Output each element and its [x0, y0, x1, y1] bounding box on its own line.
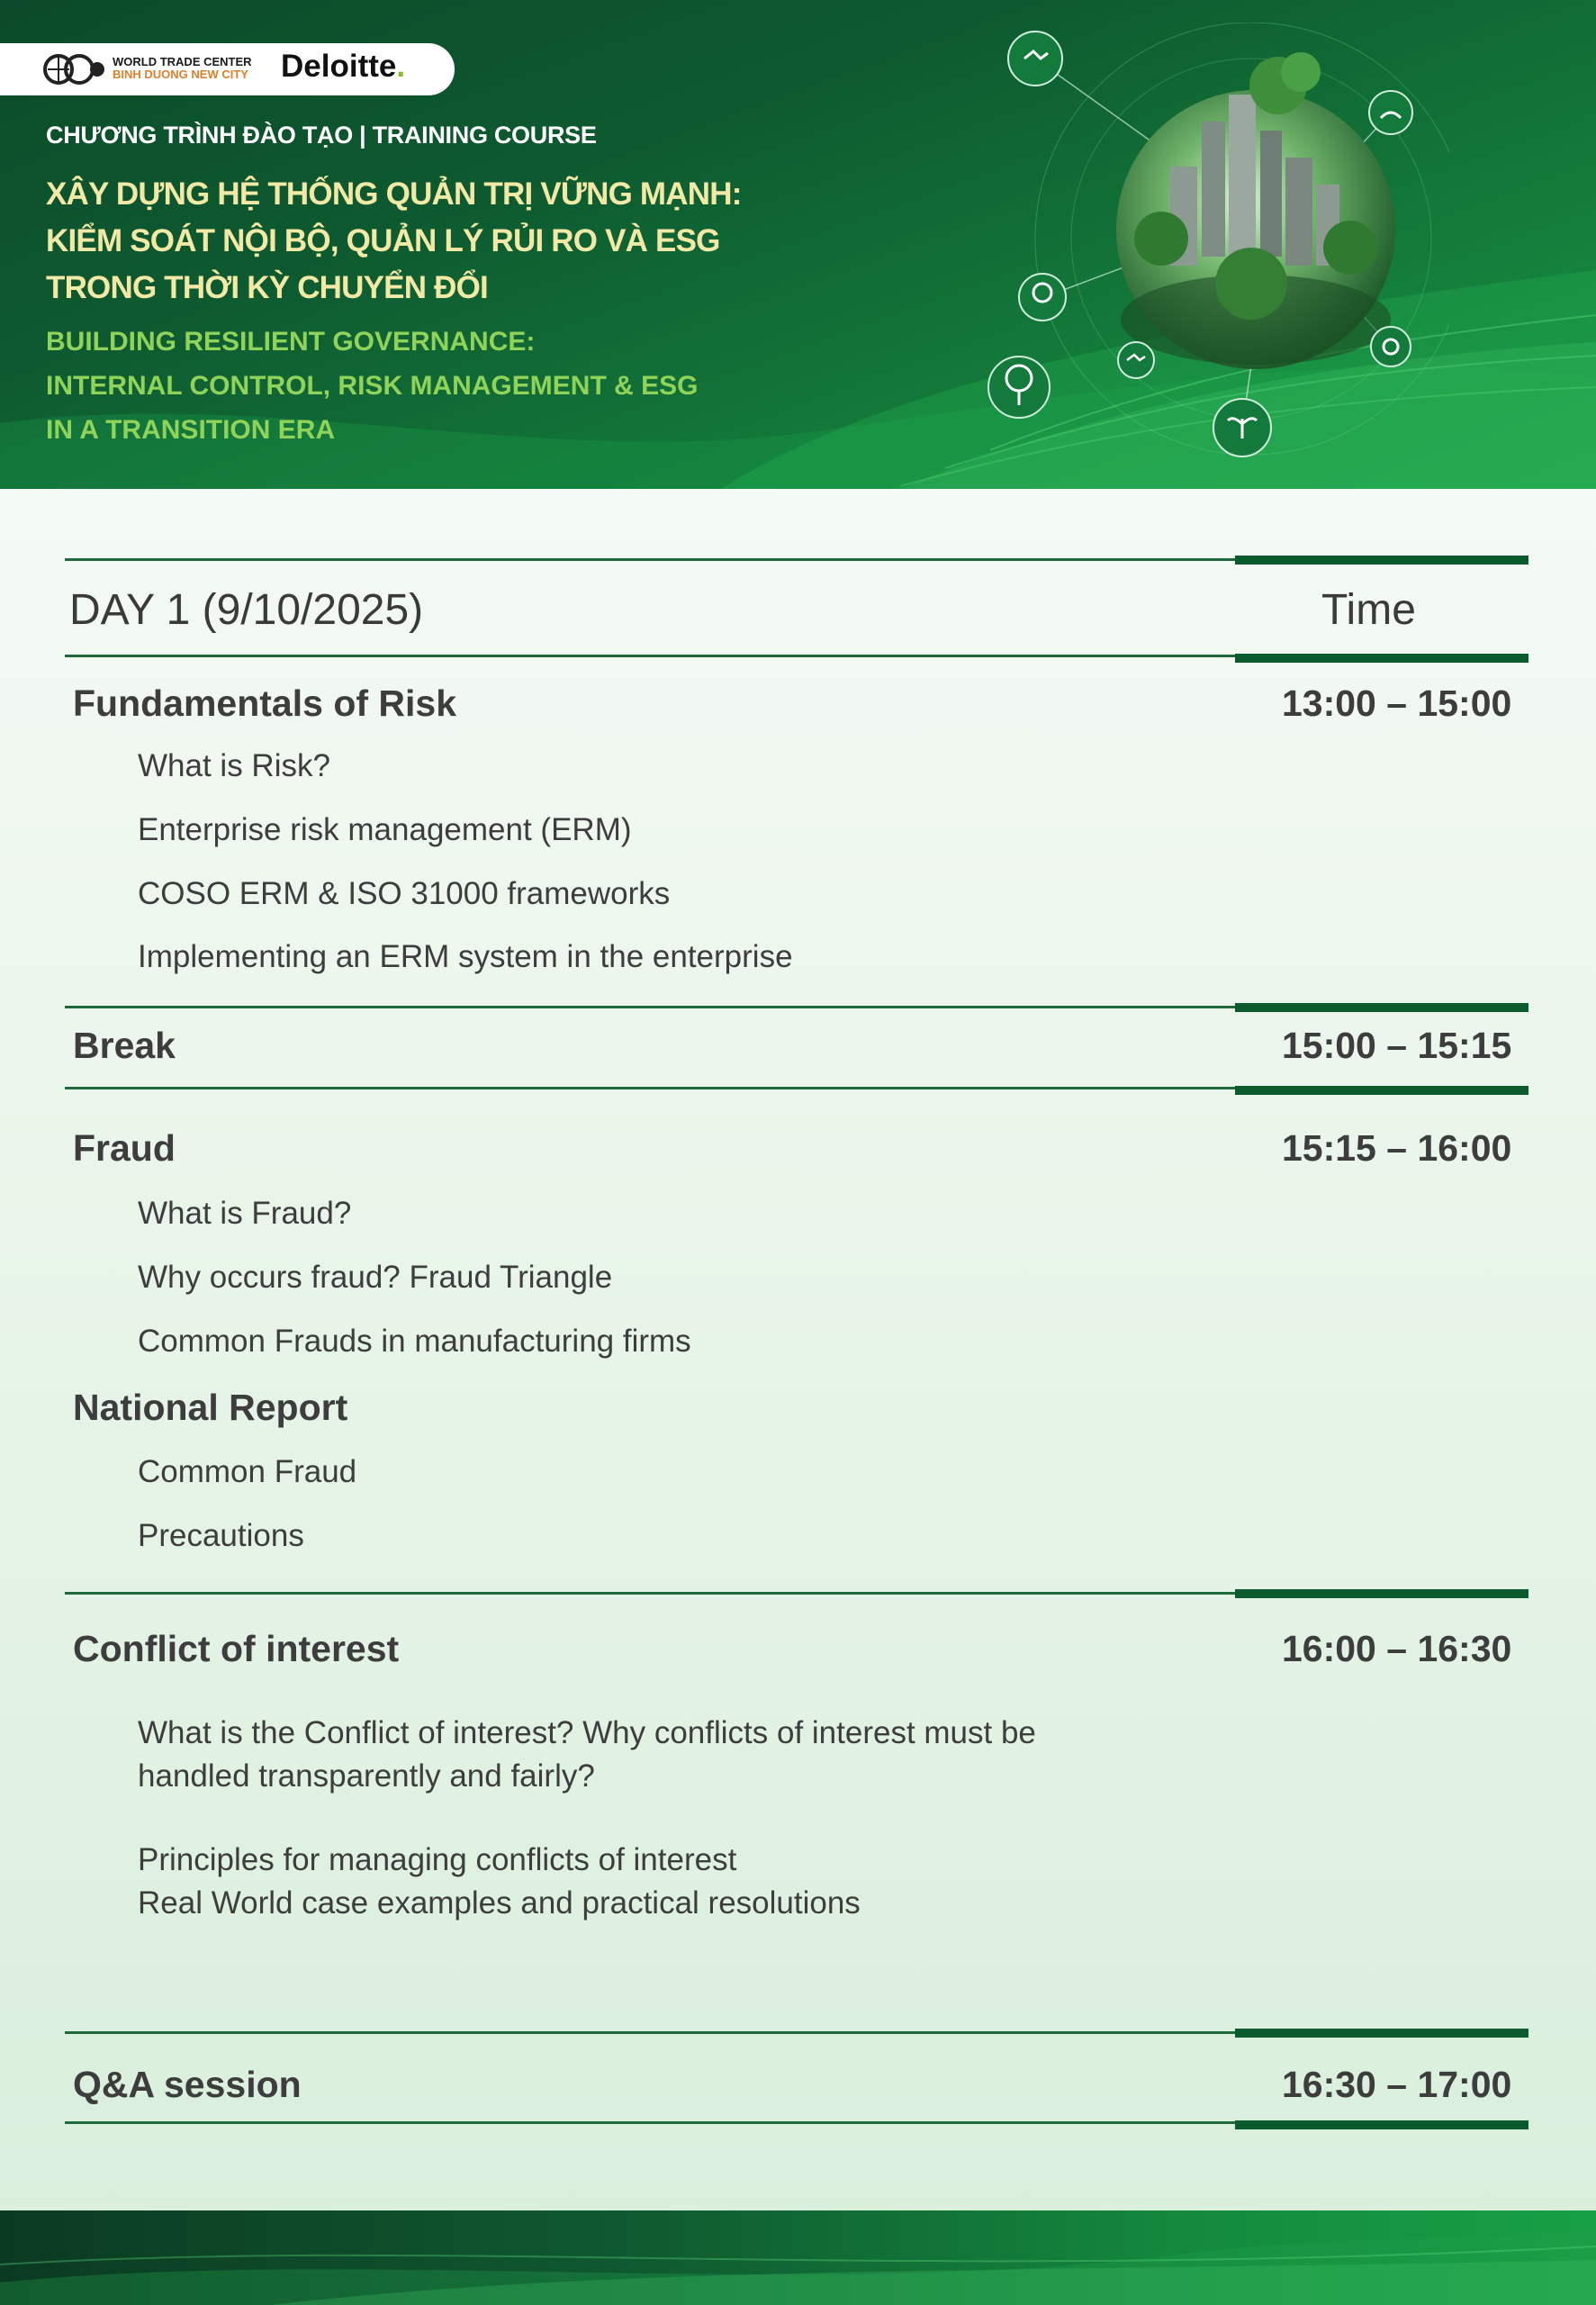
- sprout-badge-icon: [1213, 399, 1271, 456]
- list-item: Implementing an ERM system in the enterprise: [138, 939, 793, 974]
- list-item: Why occurs fraud? Fraud Triangle: [138, 1260, 613, 1295]
- hand-support-badge-icon: [1369, 91, 1412, 134]
- handshake-badge-icon: [1008, 32, 1062, 86]
- section-title-fraud: Fraud: [73, 1127, 176, 1169]
- section-title-qa: Q&A session: [73, 2064, 302, 2105]
- conflict-paragraph-2: Principles for managing conflicts of interest Real World case examples and practical resolutions: [138, 1842, 861, 1921]
- section-title-fundamentals: Fundamentals of Risk: [73, 682, 457, 724]
- time-qa: 16:30 – 17:00: [1282, 2064, 1512, 2105]
- table-bottom-rule: [65, 2121, 1528, 2124]
- footer-wave-decoration: [0, 2210, 1596, 2305]
- time-fundamentals: 13:00 – 15:00: [1282, 682, 1512, 724]
- time-break: 15:00 – 15:15: [1282, 1025, 1512, 1066]
- header-bottom-rule: [65, 655, 1528, 657]
- tree-badge-icon: [988, 357, 1050, 418]
- time-column-header: Time: [1321, 586, 1416, 634]
- wtc-globe-logo-icon: [43, 54, 106, 85]
- divider-rule: [65, 1087, 1528, 1089]
- section-title-conflict: Conflict of interest: [73, 1628, 400, 1669]
- list-item: Enterprise risk management (ERM): [138, 812, 632, 847]
- eco-globe-illustration: [981, 23, 1449, 464]
- conflict-paragraph-1: What is the Conflict of interest? Why conflicts of interest must be handled transparently and fairly?: [138, 1715, 1036, 1794]
- list-item: Common Frauds in manufacturing firms: [138, 1324, 691, 1359]
- time-fraud: 15:15 – 16:00: [1282, 1127, 1512, 1169]
- divider-rule: [65, 1006, 1528, 1008]
- money-badge-icon: [1371, 327, 1411, 366]
- title-vietnamese: XÂY DỰNG HỆ THỐNG QUẢN TRỊ VỮNG MẠNH: KIỂM SOÁT NỘI BỘ, QUẢN LÝ RỦI RO VÀ ESG TRONG THỜI KỲ CHUYỂN ĐỔI: [46, 176, 742, 305]
- table-top-rule: [65, 558, 1528, 561]
- list-item: Common Fraud: [138, 1454, 357, 1489]
- list-item: COSO ERM & ISO 31000 frameworks: [138, 876, 671, 911]
- handshake-small-badge-icon: [1118, 342, 1154, 378]
- earth-badge-icon: [1019, 274, 1066, 321]
- section-title-break: Break: [73, 1025, 176, 1066]
- title-english: BUILDING RESILIENT GOVERNANCE: INTERNAL CONTROL, RISK MANAGEMENT & ESG IN A TRANSITION ERA: [46, 327, 699, 445]
- partner-logos-bar: [0, 43, 455, 95]
- list-item: What is Fraud?: [138, 1196, 352, 1231]
- header-banner: [0, 0, 1596, 489]
- divider-rule: [65, 2031, 1528, 2034]
- footer-wave-band: [0, 2210, 1596, 2305]
- section-title-national-report: National Report: [73, 1387, 348, 1428]
- course-kicker: CHƯƠNG TRÌNH ĐÀO TẠO | TRAINING COURSE: [46, 122, 597, 149]
- day-title: DAY 1 (9/10/2025): [69, 586, 424, 634]
- divider-rule: [65, 1592, 1528, 1595]
- list-item: What is Risk?: [138, 748, 330, 783]
- wtc-logo-text: WORLD TRADE CENTER BINH DUONG NEW CITY: [113, 55, 252, 81]
- deloitte-logo: Deloitte.: [281, 49, 406, 84]
- list-item: Precautions: [138, 1518, 304, 1553]
- time-conflict: 16:00 – 16:30: [1282, 1628, 1512, 1669]
